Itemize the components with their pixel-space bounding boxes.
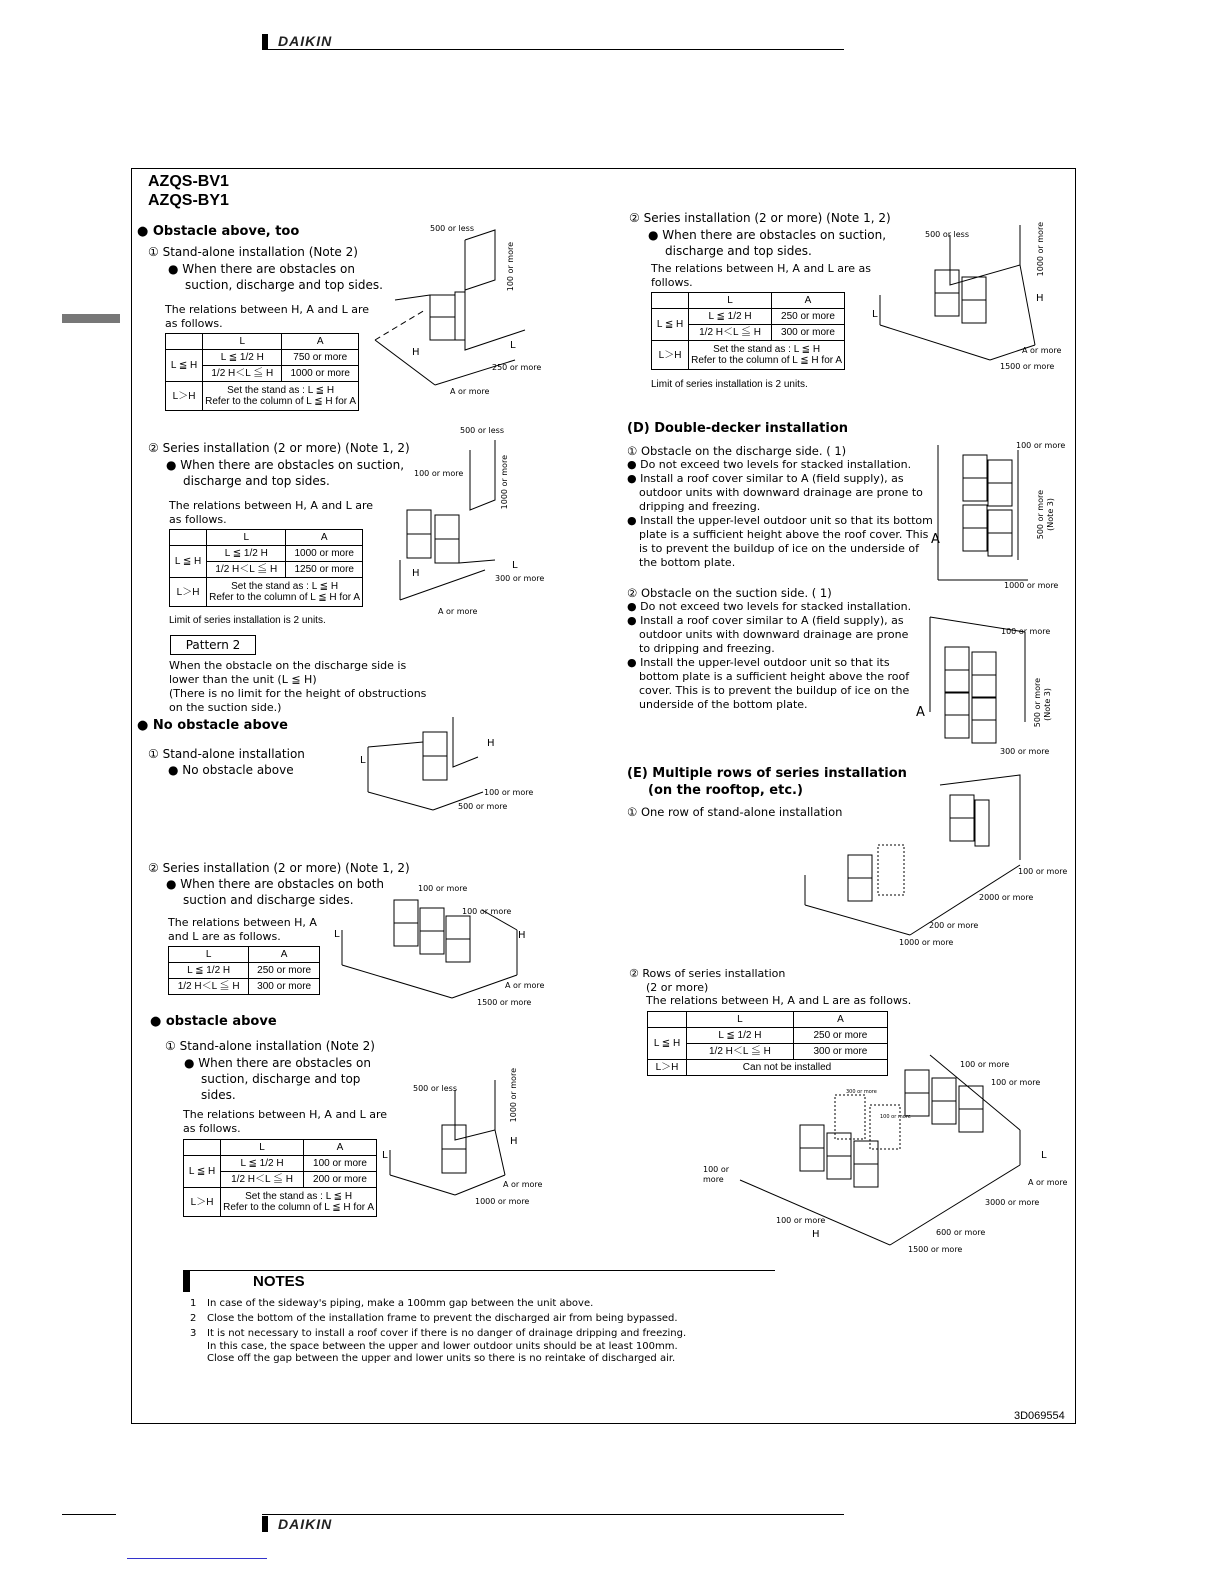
table-cell: L ≦ 1/2 H	[221, 1156, 304, 1172]
dim-label: 1500 or more	[1000, 362, 1055, 371]
pattern-text: (There is no limit for the height of obstructions	[169, 687, 427, 700]
dim-label: 100 or more	[991, 1078, 1041, 1087]
section-no-obstacle-above: ● No obstacle above	[137, 718, 288, 733]
dim-label-h: H	[812, 1229, 820, 1240]
table-header-l: L	[687, 1012, 794, 1028]
table-cell: L ≦ 1/2 H	[207, 546, 286, 562]
dd-bullet: ● Do not exceed two levels for stacked installation.	[627, 600, 912, 613]
notes-title: NOTES	[253, 1273, 305, 1290]
dim-label-l: L	[334, 929, 340, 940]
header-rule	[262, 49, 844, 50]
relations-text: The relations between H, A and L are as	[651, 262, 872, 275]
relations-table-1	[165, 333, 359, 411]
table-header-a: A	[282, 334, 359, 350]
dd-suction-title: ② Obstacle on the suction side. ( 1)	[627, 586, 832, 600]
dim-label-h: H	[412, 347, 420, 358]
table-cell-line: Refer to the column of L ≦ H for A	[209, 592, 360, 603]
relations-table-2	[169, 529, 363, 607]
table-cell-line: Set the stand as : L ≦ H	[231, 581, 339, 592]
dd-bullet-cont: outdoor units with downward drainage are prone	[639, 628, 909, 641]
roof-cover-label-a: A	[931, 532, 940, 547]
header-daikin-logo: DAIKIN	[278, 33, 333, 49]
note-number: 3	[190, 1328, 197, 1339]
dd-bullet: ● Do not exceed two levels for stacked installation.	[627, 458, 912, 471]
dim-label: A or more	[503, 1180, 543, 1189]
table-cell: 1/2 H＜L ≦ H	[207, 562, 286, 578]
standalone-title: ① Stand-alone installation (Note 2)	[165, 1039, 375, 1053]
dim-label-vertical: 1000 or more	[500, 455, 509, 510]
section-obstacle-above: ● obstacle above	[150, 1014, 277, 1029]
diagram-one-row-standalone	[800, 770, 1030, 945]
table-cell: 300 or more	[793, 1044, 887, 1060]
dim-label-vertical: 500 or more	[1036, 490, 1045, 540]
series-bullet-cont: suction and discharge sides.	[183, 893, 354, 907]
relations-text: The relations between H, A and L are	[169, 499, 374, 512]
table-cell-line: Set the stand as : L ≦ H	[227, 385, 335, 396]
diagram-no-obstacle-series	[332, 880, 545, 1010]
dim-label: 300 or more	[495, 574, 545, 583]
relations-text-cont: as follows.	[169, 513, 227, 526]
table-cell: L ≦ 1/2 H	[169, 963, 249, 979]
footer-rule	[262, 1514, 844, 1515]
dim-label: 1000 or more	[899, 938, 954, 947]
relations-text: The relations between H, A	[168, 916, 317, 929]
dim-label: 1500 or more	[908, 1245, 963, 1254]
standalone-bullet-cont: suction, discharge and top sides.	[185, 278, 383, 292]
dim-label: 100 or more	[960, 1060, 1010, 1069]
dim-label: A or more	[1028, 1178, 1068, 1187]
table-cell-merged	[689, 341, 845, 370]
table-cell: 1000 or more	[282, 366, 359, 382]
note-text: In case of the sideway's piping, make a 100mm gap between the unit above.	[207, 1298, 594, 1309]
table-header-l: L	[207, 530, 286, 546]
relations-text-cont: as follows.	[165, 317, 223, 330]
series-bullet: ● When there are obstacles on suction,	[166, 458, 405, 472]
side-tab-marker	[62, 314, 120, 323]
note-text-cont: Close off the gap between the upper and lower units so there is no reintake of discharged air.	[207, 1353, 676, 1364]
series-bullet: ● When there are obstacles on both	[166, 877, 385, 891]
table-cell-line: Refer to the column of L ≦ H for A	[691, 355, 842, 366]
dd-bullet: ● Install a roof cover similar to A (field supply), as	[627, 472, 904, 485]
note-text: It is not necessary to install a roof cover if there is no danger of drainage dripping and freezing.	[207, 1328, 687, 1339]
table-cell-merged	[203, 382, 359, 411]
table-header-a: A	[771, 293, 844, 309]
diagram-series-obstacle-top	[395, 430, 545, 615]
series-limit-note: Limit of series installation is 2 units.	[169, 615, 326, 626]
dim-label: 1000 or more	[1004, 581, 1059, 590]
dim-label-vertical: (Note 3)	[1043, 688, 1052, 721]
dim-label-l: L	[382, 1150, 388, 1161]
relations-table-4	[183, 1139, 377, 1217]
dim-label: 500 or less	[413, 1084, 458, 1093]
table-row-label: L ≦ H	[652, 309, 689, 341]
dim-label: 100 or more	[1016, 441, 1066, 450]
section-obstacle-above-too: ● Obstacle above, too	[137, 224, 300, 239]
dim-label: 1000 or more	[475, 1197, 530, 1206]
model-by1: AZQS-BY1	[148, 192, 229, 209]
dd-bullet-cont: to dripping and freezing.	[639, 642, 775, 655]
table-cell: 100 or more	[303, 1156, 376, 1172]
notes-bar-mark	[183, 1270, 190, 1292]
table-cell: 1/2 H＜L ≦ H	[687, 1044, 794, 1060]
table-row-label: L ≦ H	[184, 1156, 221, 1188]
dd-bullet-cont: bottom plate is a sufficient height above the roof	[639, 670, 910, 683]
table-cell: 1000 or more	[286, 546, 363, 562]
table-cell: 200 or more	[303, 1172, 376, 1188]
footer-link-underline	[127, 1558, 267, 1559]
dim-label: 100 or more	[414, 469, 464, 478]
dd-discharge-title: ① Obstacle on the discharge side. ( 1)	[627, 444, 847, 458]
table-cell-merged	[207, 578, 363, 607]
dim-label: 100 or more	[1001, 627, 1051, 636]
model-bv1: AZQS-BV1	[148, 173, 229, 190]
relations-text: The relations between H, A and L are	[183, 1108, 388, 1121]
table-row-label: L＞H	[652, 341, 689, 370]
table-cell: 250 or more	[249, 963, 320, 979]
standalone-bullet-cont: sides.	[201, 1088, 236, 1102]
table-header-a: A	[303, 1140, 376, 1156]
standalone-title: ① Stand-alone installation (Note 2)	[148, 245, 358, 259]
series-bullet: ● When there are obstacles on suction,	[648, 228, 887, 242]
standalone-bullet-cont: suction, discharge and top	[201, 1072, 361, 1086]
section-multiple-rows: (E) Multiple rows of series installation	[627, 766, 907, 781]
dim-label-l: L	[360, 755, 366, 766]
dim-label: 3000 or more	[985, 1198, 1040, 1207]
table-header-l: L	[221, 1140, 304, 1156]
dim-label: 500 or less	[430, 224, 475, 233]
series-bullet-cont: discharge and top sides.	[183, 474, 330, 488]
dd-bullet: ● Install a roof cover similar to A (field supply), as	[627, 614, 904, 627]
table-cell-merged	[221, 1188, 377, 1217]
table-cell: 1/2 H＜L ≦ H	[221, 1172, 304, 1188]
table-cell-line: Set the stand as : L ≦ H	[245, 1191, 353, 1202]
table-row-label: L ≦ H	[166, 350, 203, 382]
dim-label: 100 or more	[462, 907, 512, 916]
dim-label-l: L	[510, 340, 516, 351]
dd-bullet-cont: plate is a sufficient height above the roof cover. This	[639, 528, 929, 541]
dim-label-small: 100 or more	[880, 1114, 911, 1120]
rows-title-cont: (2 or more)	[646, 981, 709, 994]
table-cell: 1250 or more	[286, 562, 363, 578]
dim-label: 200 or more	[929, 921, 979, 930]
standalone-title: ① Stand-alone installation	[148, 747, 305, 761]
dim-label-h: H	[518, 930, 526, 941]
table-cell: 1/2 H＜L ≦ H	[689, 325, 772, 341]
dim-label: 500 or less	[925, 230, 970, 239]
dim-label-small: 300 or more	[846, 1089, 877, 1095]
dd-bullet-cont: dripping and freezing.	[639, 500, 761, 513]
table-cell: 300 or more	[249, 979, 320, 995]
dd-bullet-cont: outdoor units with downward drainage are prone to	[639, 486, 923, 499]
dim-label-h: H	[510, 1136, 518, 1147]
table-row-label: L＞H	[166, 382, 203, 411]
one-row-title: ① One row of stand-alone installation	[627, 805, 843, 819]
dim-label: 2000 or more	[979, 893, 1034, 902]
dim-label-l: L	[872, 309, 878, 320]
relations-text: The relations between H, A and L are as follows.	[646, 994, 912, 1007]
table-cell: 250 or more	[771, 309, 844, 325]
table-header-a: A	[286, 530, 363, 546]
dim-label: 100 or	[703, 1165, 729, 1174]
table-header-a: A	[793, 1012, 887, 1028]
dim-label: 600 or more	[936, 1228, 986, 1237]
dim-label-l: L	[1041, 1150, 1047, 1161]
relations-table-5	[651, 292, 845, 370]
table-row-label: L＞H	[170, 578, 207, 607]
series-title: ② Series installation (2 or more) (Note 1, 2)	[629, 211, 891, 225]
table-row-label: L ≦ H	[648, 1028, 687, 1060]
footer-daikin-logo: DAIKIN	[278, 1516, 333, 1532]
table-header-l: L	[689, 293, 772, 309]
dim-label: 100 or more	[418, 884, 468, 893]
note-number: 2	[190, 1313, 197, 1324]
note-number: 1	[190, 1298, 197, 1309]
series-title: ② Series installation (2 or more) (Note 1, 2)	[148, 861, 410, 875]
dim-label-vertical: (Note 3)	[1046, 498, 1055, 531]
dim-label: 250 or more	[492, 363, 542, 372]
table-cell: L ≦ 1/2 H	[203, 350, 282, 366]
dim-label-h: H	[1036, 293, 1044, 304]
table-cell-line: Refer to the column of L ≦ H for A	[205, 396, 356, 407]
dim-label: A or more	[505, 981, 545, 990]
table-cell: 250 or more	[793, 1028, 887, 1044]
dim-label: A or more	[438, 607, 478, 616]
pattern-text: on the suction side.)	[169, 701, 282, 714]
table-row-label: L＞H	[648, 1060, 687, 1076]
table-cell: 750 or more	[282, 350, 359, 366]
dim-label-l: L	[512, 560, 518, 571]
footer-bar-mark	[262, 1516, 268, 1532]
dim-label: A or more	[1022, 346, 1062, 355]
diagram-standalone-obstacle-top	[365, 220, 545, 400]
note-text: Close the bottom of the installation frame to prevent the discharged air from being bypassed.	[207, 1313, 678, 1324]
dim-label: 500 or less	[460, 426, 505, 435]
dd-bullet-cont: underside of the bottom plate.	[639, 698, 808, 711]
dim-label-h: H	[412, 568, 420, 579]
relations-text-cont: and L are as follows.	[168, 930, 281, 943]
relations-text-cont: as follows.	[183, 1122, 241, 1135]
standalone-bullet: ● No obstacle above	[168, 763, 294, 777]
pattern-text: lower than the unit (L ≦ H)	[169, 673, 317, 686]
section-double-decker: (D) Double-decker installation	[627, 421, 849, 436]
dim-label: 100 or more	[484, 788, 534, 797]
table-cell: 1/2 H＜L ≦ H	[203, 366, 282, 382]
dd-bullet: ● Install the upper-level outdoor unit so that its	[627, 656, 890, 669]
dd-bullet-cont: cover. This is to prevent the buildup of ice on the	[639, 684, 910, 697]
table-header-a: A	[249, 947, 320, 963]
note-text-cont: In this case, the space between the upper and lower outdoor units should be at least 100mm.	[207, 1341, 678, 1352]
relations-text-cont: follows.	[651, 276, 693, 289]
relations-table-3	[168, 946, 320, 995]
table-cell-merged: Can not be installed	[687, 1060, 888, 1076]
table-cell: 300 or more	[771, 325, 844, 341]
series-title: ② Series installation (2 or more) (Note 1, 2)	[148, 441, 410, 455]
header-bar-mark	[262, 34, 268, 50]
table-cell-line: Set the stand as : L ≦ H	[713, 344, 821, 355]
section-multiple-rows-cont: (on the rooftop, etc.)	[648, 783, 803, 798]
relations-text: The relations between H, A and L are	[165, 303, 370, 316]
table-row-label: L＞H	[184, 1188, 221, 1217]
pattern-label-box: Pattern 2	[170, 635, 256, 655]
dd-bullet-cont: is to prevent the buildup of ice on the underside of	[639, 542, 920, 555]
notes-rule	[190, 1270, 775, 1271]
dim-label: A or more	[450, 387, 490, 396]
dim-label-h: H	[487, 738, 495, 749]
standalone-bullet: ● When there are obstacles on	[184, 1056, 371, 1070]
dim-label: 100 or more	[1018, 867, 1068, 876]
series-limit-note: Limit of series installation is 2 units.	[651, 379, 808, 390]
dd-bullet: ● Install the upper-level outdoor unit so that its bottom	[627, 514, 933, 527]
dim-label-vertical: 500 or more	[1033, 678, 1042, 728]
document-code: 3D069554	[1014, 1410, 1065, 1422]
dim-label: 100 or more	[776, 1216, 826, 1225]
table-cell-line: Refer to the column of L ≦ H for A	[223, 1202, 374, 1213]
roof-cover-label-a: A	[916, 705, 925, 720]
dd-bullet-cont: the bottom plate.	[639, 556, 736, 569]
dim-label: 500 or more	[458, 802, 508, 811]
table-row-label: L ≦ H	[170, 546, 207, 578]
table-cell: L ≦ 1/2 H	[687, 1028, 794, 1044]
table-header-l: L	[169, 947, 249, 963]
rows-title: ② Rows of series installation	[629, 967, 786, 980]
standalone-bullet: ● When there are obstacles on	[168, 262, 355, 276]
dim-label-vertical: 1000 or more	[1036, 222, 1045, 277]
pattern-text: When the obstacle on the discharge side is	[169, 659, 407, 672]
dim-label: 300 or more	[1000, 747, 1050, 756]
table-header-l: L	[203, 334, 282, 350]
dim-label-vertical: 1000 or more	[509, 1068, 518, 1123]
series-bullet-cont: discharge and top sides.	[665, 244, 812, 258]
table-cell: 1/2 H＜L ≦ H	[169, 979, 249, 995]
dim-label: more	[703, 1175, 724, 1184]
dim-label-vertical: 100 or more	[506, 242, 515, 292]
table-cell: L ≦ 1/2 H	[689, 309, 772, 325]
footer-left-rule	[62, 1514, 116, 1515]
dim-label: 1500 or more	[477, 998, 532, 1007]
